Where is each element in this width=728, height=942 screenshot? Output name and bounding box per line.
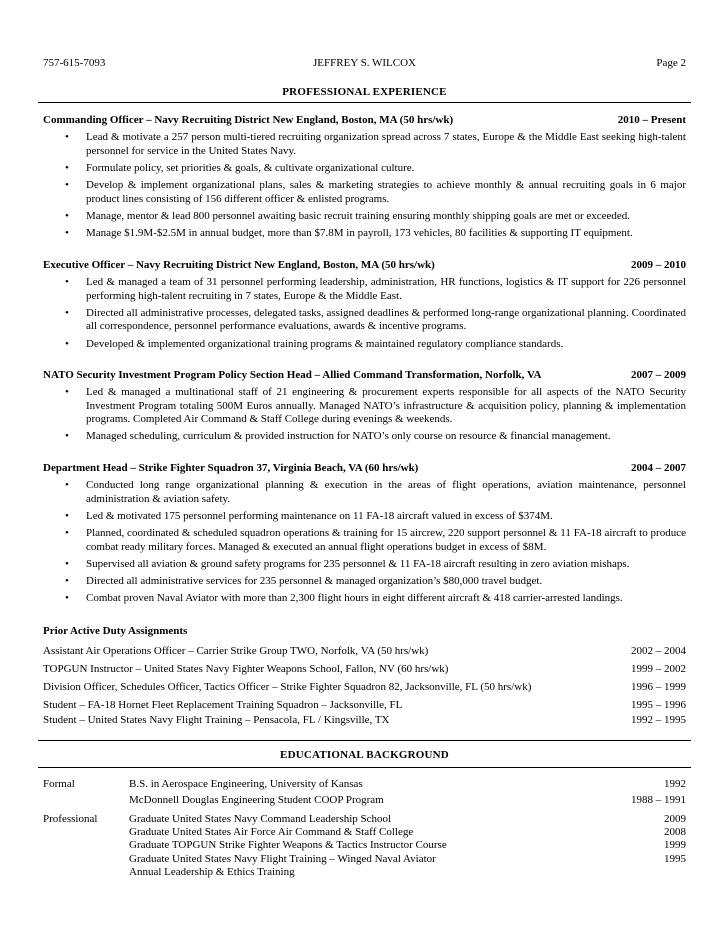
section-divider bbox=[38, 767, 691, 768]
section-divider bbox=[38, 102, 691, 103]
job-header bbox=[43, 113, 686, 127]
job-bullet: • Led & motivated 175 personnel performing maintenance on 11 FA-18 aircraft valued in excess of $374M. bbox=[43, 510, 686, 524]
education-item-text: Graduate United States Navy Flight Training – Winged Naval Aviator bbox=[129, 852, 436, 865]
education-item-year: 2009 bbox=[664, 813, 686, 825]
education-item bbox=[129, 813, 686, 826]
prior-duty-text: TOPGUN Instructor – United States Navy Fighter Weapons School, Fallon, NV (60 hrs/wk) bbox=[43, 663, 449, 675]
job-header bbox=[43, 258, 686, 272]
education-group-label: Professional bbox=[43, 813, 98, 825]
job-entry bbox=[43, 113, 686, 244]
job-bullets bbox=[43, 131, 686, 241]
job-bullet: • Led & managed a multinational staff of 21 engineering & procurement experts responsible for all aspects of the NATO Security Investment Program totaling 500M Euros annually. Managed NATO’s infrastructure & acquisition policy, planning & implementation programs. Completed Air Command & Staff College during evenings & weekends. bbox=[43, 386, 686, 427]
education-item-year: 1988 – 1991 bbox=[631, 794, 686, 807]
job-bullets bbox=[43, 386, 686, 444]
prior-duty-heading: Prior Active Duty Assignments bbox=[43, 625, 188, 637]
job-bullet: • Developed & implemented organizational training programs & maintained regulatory compliance standards. bbox=[43, 338, 686, 352]
prior-duty-row bbox=[43, 662, 686, 676]
prior-duty-dates: 2002 – 2004 bbox=[631, 645, 686, 657]
job-bullet: • Manage, mentor & lead 800 personnel awaiting basic recruit training ensuring monthly shipping goals are met or exceeded. bbox=[43, 210, 686, 224]
header-page-number: Page 2 bbox=[656, 57, 686, 69]
education-item-year: 1995 bbox=[664, 852, 686, 865]
job-bullet: • Directed all administrative processes, delegated tasks, assigned deadlines & performed long-range organizational planning. Coordinated all correspondence, personnel performance evaluations, awards & incentive programs. bbox=[43, 307, 686, 334]
prior-duty-dates: 1996 – 1999 bbox=[631, 681, 686, 693]
education-item-text: McDonnell Douglas Engineering Student COOP Program bbox=[129, 794, 384, 807]
education-item bbox=[129, 794, 686, 807]
job-bullet: • Directed all administrative services for 235 personnel & managed organization’s $80,000 travel budget. bbox=[43, 575, 686, 589]
prior-duty-dates: 1992 – 1995 bbox=[631, 714, 686, 726]
job-bullets bbox=[43, 276, 686, 351]
job-bullet: • Planned, coordinated & scheduled squadron operations & training for 15 aircrew, 220 support personnel & 11 FA-18 aircraft to produce combat ready military forces. Managed & executed an annual flight operations budget in excess of $8M. bbox=[43, 527, 686, 554]
education-item-year: 1999 bbox=[664, 839, 686, 852]
job-header bbox=[43, 461, 686, 475]
job-title: NATO Security Investment Program Policy Section Head – Allied Command Transformation, Norfolk, VA bbox=[43, 369, 542, 381]
job-bullet: • Manage $1.9M-$2.5M in annual budget, more than $7.8M in payroll, 173 vehicles, 80 facilities & supporting IT equipment. bbox=[43, 227, 686, 241]
education-item bbox=[129, 866, 686, 879]
job-bullet: • Formulate policy, set priorities & goals, & cultivate organizational culture. bbox=[43, 162, 686, 176]
prior-duty-row bbox=[43, 680, 686, 694]
professional-experience-heading: PROFESSIONAL EXPERIENCE bbox=[282, 86, 447, 98]
education-item bbox=[129, 839, 686, 852]
job-title: Executive Officer – Navy Recruiting District New England, Boston, MA (50 hrs/wk) bbox=[43, 259, 435, 271]
education-item-text: Graduate TOPGUN Strike Fighter Weapons & Tactics Instructor Course bbox=[129, 839, 447, 852]
job-title: Commanding Officer – Navy Recruiting District New England, Boston, MA (50 hrs/wk) bbox=[43, 114, 454, 126]
page-header bbox=[43, 57, 686, 71]
section-divider bbox=[38, 740, 691, 741]
education-group-label: Formal bbox=[43, 778, 75, 790]
prior-duty-row bbox=[43, 713, 686, 727]
job-bullet: • Supervised all aviation & ground safety programs for 235 personnel & 11 FA-18 aircraft resulting in zero aviation mishaps. bbox=[43, 558, 686, 572]
header-name: JEFFREY S. WILCOX bbox=[313, 57, 416, 69]
job-dates: 2010 – Present bbox=[617, 114, 686, 126]
job-bullet: • Develop & implement organizational plans, sales & marketing strategies to achieve monthly & annual recruiting goals in 6 major product lines consisting of 156 different officer & enlisted programs. bbox=[43, 179, 686, 206]
prior-duty-text: Division Officer, Schedules Officer, Tactics Officer – Strike Fighter Squadron 82, Jacksonville, FL (50 hrs/wk) bbox=[43, 681, 532, 693]
education-item-year: 1992 bbox=[664, 778, 686, 790]
job-entry bbox=[43, 258, 686, 355]
job-dates: 2007 – 2009 bbox=[631, 369, 686, 381]
job-bullets bbox=[43, 479, 686, 606]
job-dates: 2004 – 2007 bbox=[631, 462, 686, 474]
prior-duty-dates: 1999 – 2002 bbox=[631, 663, 686, 675]
job-bullet: • Combat proven Naval Aviator with more than 2,300 flight hours in eight different aircraft & 418 carrier-arrested landings. bbox=[43, 592, 686, 606]
prior-duty-dates: 1995 – 1996 bbox=[631, 699, 686, 711]
education-item-text: B.S. in Aerospace Engineering, University of Kansas bbox=[129, 778, 363, 790]
education-item bbox=[129, 826, 686, 839]
header-phone: 757-615-7093 bbox=[43, 57, 106, 69]
job-entry bbox=[43, 461, 686, 610]
education-item-year: 2008 bbox=[664, 826, 686, 839]
prior-duty-row bbox=[43, 644, 686, 658]
job-bullet: • Managed scheduling, curriculum & provided instruction for NATO’s only course on resource & financial management. bbox=[43, 430, 686, 444]
prior-duty-text: Student – FA-18 Hornet Fleet Replacement Training Squadron – Jacksonville, FL bbox=[43, 699, 403, 711]
prior-duty-text: Assistant Air Operations Officer – Carrier Strike Group TWO, Norfolk, VA (50 hrs/wk) bbox=[43, 645, 429, 657]
job-bullet: • Lead & motivate a 257 person multi-tiered recruiting organization spread across 7 states, Europe & the Middle East seeking high-talent personnel for service in the United States Navy. bbox=[43, 131, 686, 158]
job-title: Department Head – Strike Fighter Squadron 37, Virginia Beach, VA (60 hrs/wk) bbox=[43, 462, 419, 474]
prior-duty-text: Student – United States Navy Flight Training – Pensacola, FL / Kingsville, TX bbox=[43, 714, 390, 726]
education-item-text: Annual Leadership & Ethics Training bbox=[129, 865, 295, 878]
education-item bbox=[129, 778, 686, 791]
job-header bbox=[43, 368, 686, 382]
prior-duty-row bbox=[43, 698, 686, 712]
job-bullet: • Conducted long range organizational planning & execution in the areas of flight operations, aviation maintenance, personnel administration & aviation safety. bbox=[43, 479, 686, 506]
job-dates: 2009 – 2010 bbox=[631, 259, 686, 271]
education-item bbox=[129, 853, 686, 866]
education-item-text: Graduate United States Navy Command Leadership School bbox=[129, 813, 392, 825]
job-bullet: • Led & managed a team of 31 personnel performing leadership, administration, HR functions, logistics & IT support for 226 personnel performing high-talent recruiting in 7 states, Europe & the Middle East. bbox=[43, 276, 686, 303]
education-item-text: Graduate United States Air Force Air Command & Staff College bbox=[129, 826, 414, 839]
job-entry bbox=[43, 368, 686, 448]
educational-background-heading: EDUCATIONAL BACKGROUND bbox=[280, 749, 449, 761]
